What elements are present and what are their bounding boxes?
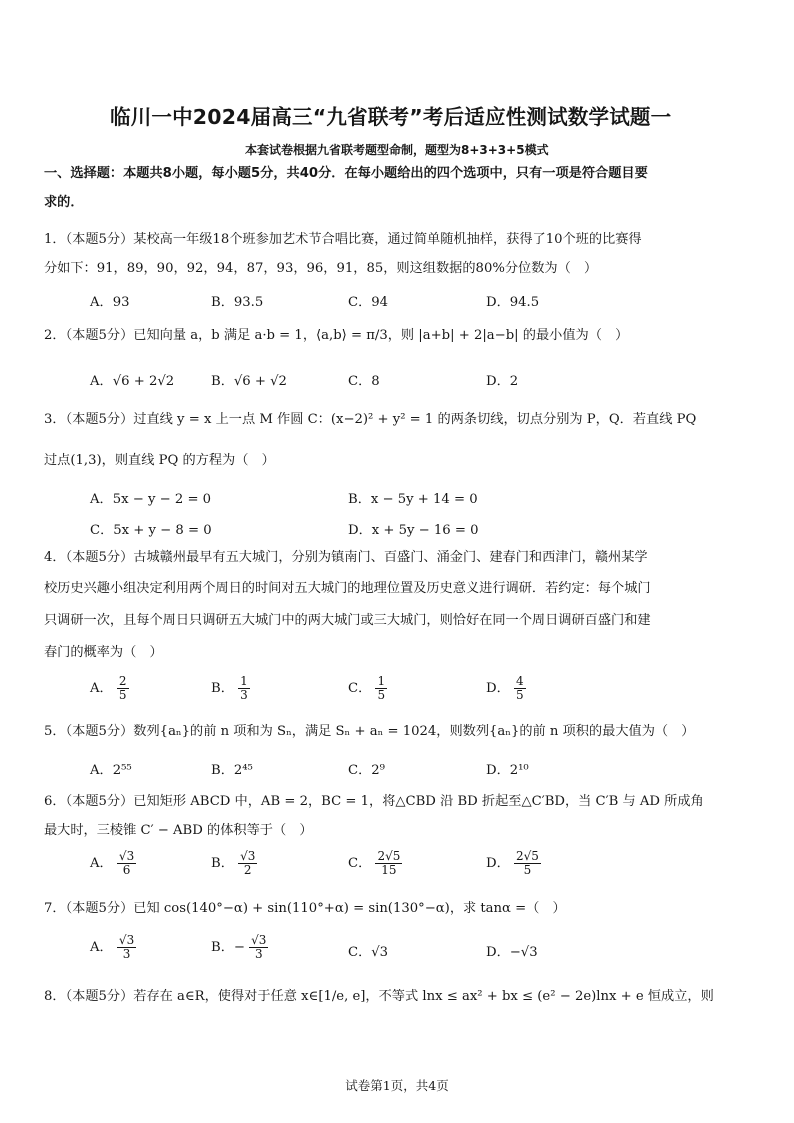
q4-option-d-denominator: 5 [515,688,524,702]
q4-option-a-numerator: 2 [118,674,127,688]
q6-option-d-numerator: 2√5 [515,849,539,863]
q2-line-1: 2．（本题5分）已知向量 a，b 满足 a·b = 1，⟨a,b⟩ = π/3，则 |a+b| + 2|a−b| 的最小值为（ ） [44,328,629,343]
q6-option-d-fraction [514,850,541,877]
q1-option-b: B．93.5 [211,295,264,310]
q4-option-a-fraction [117,675,129,702]
q8-line-1: 8．（本题5分）若存在 a∈R，使得对于任意 x∈[1/e, e]，不等式 lnx ≤ ax² + bx ≤ (e² − 2e)lnx + e 恒成立，则 [44,989,714,1004]
section-heading-line-2: 求的． [44,195,84,210]
q4-option-d-label: D． [486,681,510,696]
q2-option-c: C．8 [348,374,380,389]
q4-option-b [211,675,250,702]
q6-option-b-label: B． [211,856,234,871]
q1-option-d: D．94.5 [486,295,540,310]
q5-option-a: A．2⁵⁵ [90,763,132,778]
page-footer: 试卷第1页，共4页 [345,1078,449,1093]
q4-option-d [486,675,526,702]
q6-option-d-label: D． [486,856,510,871]
q1-line-2: 分如下：91，89，90，92，94，87，93，96，91，85，则这组数据的80%分位数为（ ） [44,261,598,276]
q6-option-c-label: C． [348,856,372,871]
q3-option-c: C．5x + y − 8 = 0 [90,523,212,538]
q5-option-c: C．2⁹ [348,763,385,778]
q6-option-a-fraction [117,850,136,877]
q6-option-c [348,850,402,877]
q4-option-c-label: C． [348,681,372,696]
q4-line-2: 校历史兴趣小组决定利用两个周日的时间对五大城门的地理位置及历史意义进行调研．若约定：每个城门 [44,581,651,596]
q4-line-3: 只调研一次，且每个周日只调研五大城门中的两大城门或三大城门，则恰好在同一个周日调研百盛门和建 [44,613,651,628]
q4-option-b-numerator: 1 [240,674,248,688]
q3-line-2: 过点(1,3)，则直线 PQ 的方程为（ ） [44,453,275,468]
q6-option-b-fraction [238,850,257,877]
q4-option-b-label: B． [211,681,234,696]
q7-option-a-numerator: √3 [118,933,135,947]
q4-option-d-numerator: 4 [515,674,524,688]
page-subtitle: 本套试卷根据九省联考题型命制，题型为8+3+3+5模式 [245,143,549,157]
q5-option-b: B．2⁴⁵ [211,763,253,778]
q7-option-b-fraction [249,934,268,961]
q4-option-c [348,675,387,702]
q4-option-a-label: A． [90,681,113,696]
q4-line-1: 4．（本题5分）古城赣州最早有五大城门，分别为镇南门、百盛门、涌金门、建春门和西津门，赣州某学 [44,550,648,565]
q6-option-d-denominator: 5 [523,863,532,877]
q4-option-b-fraction [238,675,250,702]
q6-option-c-denominator: 15 [381,863,397,877]
q6-option-c-numerator: 2√5 [377,849,401,863]
q6-option-c-fraction [375,850,402,877]
q2-option-a: A．√6 + 2√2 [90,374,175,389]
q6-line-1: 6．（本题5分）已知矩形 ABCD 中，AB = 2，BC = 1，将△CBD 沿 BD 折起至△C′BD，当 C′B 与 AD 所成角 [44,794,704,809]
q7-option-b-numerator: √3 [251,933,267,947]
q7-option-b-denominator: 3 [254,947,263,961]
section-heading-line-1: 一、选择题：本题共8小题，每小题5分，共40分．在每小题给出的四个选项中，只有一项是符合题目要 [44,166,648,181]
q7-option-a-denominator: 3 [122,947,131,961]
q6-option-b-denominator: 2 [243,863,252,877]
q7-option-b [211,934,268,961]
q2-option-d: D．2 [486,374,519,389]
q7-option-a-label: A． [90,940,113,955]
q2-option-b: B．√6 + √2 [211,374,287,389]
q4-option-d-fraction [514,675,526,702]
q6-line-2: 最大时，三棱锥 C′ − ABD 的体积等于（ ） [44,823,313,838]
q3-line-1: 3．（本题5分）过直线 y = x 上一点 M 作圆 C：(x−2)² + y² = 1 的两条切线，切点分别为 P，Q．若直线 PQ [44,412,697,427]
q3-option-a: A．5x − y − 2 = 0 [90,492,212,507]
q6-option-a [90,850,136,877]
q4-option-a [90,675,129,702]
q4-option-c-fraction [375,675,387,702]
q6-option-b [211,850,257,877]
q4-option-a-denominator: 5 [118,688,127,702]
page-title: 临川一中2024届高三“九省联考”考后适应性测试数学试题一 [110,105,672,129]
q5-option-d: D．2¹⁰ [486,763,529,778]
q4-option-c-numerator: 1 [377,674,386,688]
q6-option-d [486,850,541,877]
q6-option-a-denominator: 6 [122,863,131,877]
q7-option-d: D．−√3 [486,945,538,960]
q6-option-a-label: A． [90,856,113,871]
q3-option-d: D．x + 5y − 16 = 0 [348,523,479,538]
q6-option-b-numerator: √3 [240,849,256,863]
q1-option-a: A．93 [90,295,130,310]
q1-line-1: 1．（本题5分）某校高一年级18个班参加艺术节合唱比赛，通过简单随机抽样，获得了10个班的比赛得 [44,232,642,247]
q7-option-a [90,934,136,961]
q1-option-c: C．94 [348,295,389,310]
q7-line-1: 7．（本题5分）已知 cos(140°−α) + sin(110°+α) = sin(130°−α)，求 tanα =（ ） [44,901,566,916]
q3-option-b: B．x − 5y + 14 = 0 [348,492,478,507]
q4-option-c-denominator: 5 [377,688,386,702]
q7-option-a-fraction [117,934,136,961]
q4-option-b-denominator: 3 [240,688,248,702]
q7-option-c: C．√3 [348,945,389,960]
q6-option-a-numerator: √3 [118,849,135,863]
q4-line-4: 春门的概率为（ ） [44,645,163,660]
q7-option-b-label: B．− [211,940,245,955]
q5-line-1: 5．（本题5分）数列{aₙ}的前 n 项和为 Sₙ，满足 Sₙ + aₙ = 1024，则数列{aₙ}的前 n 项积的最大值为（ ） [44,724,695,739]
